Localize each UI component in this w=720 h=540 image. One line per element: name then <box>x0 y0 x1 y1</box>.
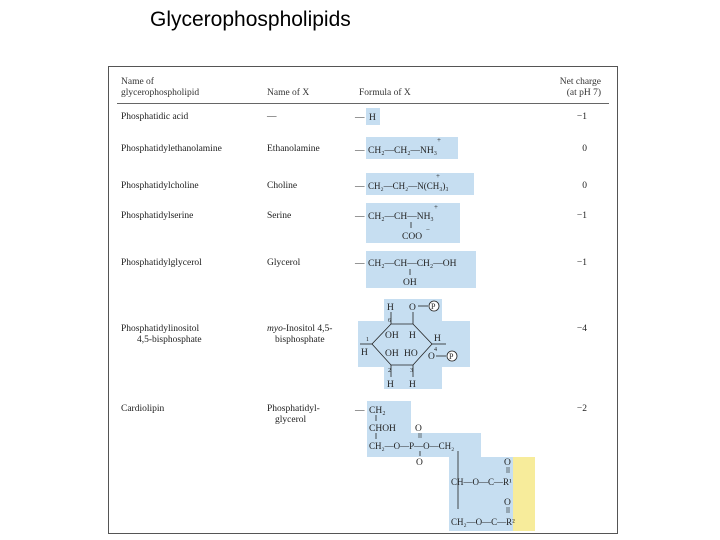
ring-number-1: 1 <box>366 337 369 343</box>
formula-ch2-o-c-r2: CH₂—O—C—R² <box>451 517 515 527</box>
row-name-phosphatidylserine: Phosphatidylserine <box>121 211 194 221</box>
formula-hydrogen <box>354 107 434 127</box>
row-x-line2: bisphosphate <box>275 335 325 345</box>
row-x-line2: glycerol <box>275 415 307 425</box>
atom-o-top: O <box>409 303 416 313</box>
row-charge-phosphatidylserine: −1 <box>576 211 587 221</box>
atom-o-lower: O <box>416 458 423 468</box>
row-x-phosphatidylglycerol <box>267 404 320 426</box>
bond-dash: — <box>355 406 365 416</box>
row-charge-cardiolipin: −2 <box>576 404 587 414</box>
ring-number-6: 6 <box>388 318 391 324</box>
formula-oh: OH <box>403 278 417 288</box>
charge-minus: − <box>426 226 430 234</box>
row-x-line1: Phosphatidyl- <box>267 404 320 414</box>
ring-number-4: 4 <box>434 347 437 353</box>
header-charge-line2: (at pH 7) <box>566 88 601 98</box>
formula-ch2-ch2-nh3: CH₂—CH₂—NH₃ <box>368 146 438 156</box>
bond-dash: — <box>355 212 365 222</box>
formula-coo: COO <box>402 232 423 242</box>
atom-o-upper: O <box>415 424 422 434</box>
atom-h-top: H <box>387 303 394 313</box>
header-name-line2: glycerophospholipid <box>121 88 200 98</box>
row-x-serine: Serine <box>267 211 292 221</box>
bond-dash: — <box>355 146 365 156</box>
header-charge <box>560 77 601 99</box>
atom-oh-lower: OH <box>385 349 399 359</box>
row-x-myo-inositol <box>267 324 332 346</box>
row-charge-phosphatidylcholine: 0 <box>582 181 587 191</box>
row-x-ethanolamine: Ethanolamine <box>267 144 320 154</box>
row-name-phosphatidylglycerol: Phosphatidylglycerol <box>121 258 202 268</box>
formula-h: H <box>369 113 376 123</box>
formula-ch2-top: CH₂ <box>369 406 386 416</box>
formula-glycerol <box>354 248 484 290</box>
atom-h-left: H <box>361 348 368 358</box>
header-formula: Formula of X <box>359 88 411 98</box>
formula-ch2-ch2-nch33: CH₂—CH₂—N(CH₃)₃ <box>368 181 449 191</box>
row-name-cardiolipin: Cardiolipin <box>121 404 165 414</box>
atom-oh-upper: OH <box>385 331 399 341</box>
bond-dash: — <box>355 259 365 269</box>
row-charge-phosphatidylethanolamine: 0 <box>582 144 587 154</box>
atom-ho-lower: HO <box>404 349 418 359</box>
phosphate-p-right: P <box>449 352 454 361</box>
row-charge-phosphatidylinositol: −4 <box>576 324 587 334</box>
slide-title: Glycerophospholipids <box>150 8 351 31</box>
row-x-choline: Choline <box>267 181 298 191</box>
atom-o-carbonyl-2: O <box>504 498 511 508</box>
row-charge-phosphatidylglycerol: −1 <box>576 258 587 268</box>
phosphate-p-top: P <box>431 302 436 311</box>
bond-dash: — <box>355 182 365 192</box>
row-charge-phosphatidic-acid: −1 <box>576 112 587 122</box>
formula-ch2-ch-nh3: CH₂—CH—NH₃ <box>368 212 434 222</box>
row-name-line1: Phosphatidylinositol <box>121 324 200 334</box>
row-x-phosphatidic-acid: — <box>267 112 277 122</box>
header-charge-line1: Net charge <box>559 77 601 87</box>
charge-plus: + <box>436 172 440 180</box>
charge-plus: + <box>437 136 441 144</box>
atom-o-right: O <box>428 352 435 362</box>
ring-number-3: 3 <box>410 368 413 374</box>
charge-plus: + <box>434 203 438 211</box>
atom-h-bottom-left: H <box>387 380 394 390</box>
header-name <box>121 77 199 99</box>
formula-ethanolamine <box>354 133 474 161</box>
atom-o-carbonyl-1: O <box>504 458 511 468</box>
ring-number-2: 2 <box>388 368 391 374</box>
myo-prefix: myo <box>267 324 283 334</box>
header-name-line1: Name of <box>121 77 154 87</box>
bond-dash: — <box>355 113 365 123</box>
atom-h-bottom-right: H <box>409 380 416 390</box>
row-x-line1-rest: -Inositol 4,5- <box>282 324 333 334</box>
row-name-phosphatidic-acid: Phosphatidic acid <box>121 112 189 122</box>
formula-inositol-bisphosphate <box>354 297 474 391</box>
formula-ch2-o-p-o-ch2: CH₂—O—P—O—CH₂ <box>369 441 455 451</box>
row-name-phosphatidylinositol <box>121 324 202 346</box>
glycerophospholipid-table <box>108 66 618 534</box>
formula-cardiolipin <box>354 399 544 533</box>
header-x-name: Name of X <box>267 88 310 98</box>
formula-serine <box>354 199 474 245</box>
row-name-phosphatidylcholine: Phosphatidylcholine <box>121 181 199 191</box>
formula-choline <box>354 169 484 197</box>
formula-choh: CHOH <box>369 424 396 434</box>
header-rule <box>117 103 609 104</box>
formula-ch-o-c-r1: CH—O—C—R¹ <box>451 477 512 487</box>
row-name-line2: 4,5-bisphosphate <box>137 335 202 345</box>
row-x-glycerol: Glycerol <box>267 258 301 268</box>
row-name-phosphatidylethanolamine: Phosphatidylethanolamine <box>121 144 222 154</box>
atom-h-right: H <box>434 334 441 344</box>
formula-ch2-ch-ch2-oh: CH₂—CH—CH₂—OH <box>368 259 457 269</box>
atom-h-upper: H <box>409 331 416 341</box>
row-x-line1 <box>267 324 332 335</box>
